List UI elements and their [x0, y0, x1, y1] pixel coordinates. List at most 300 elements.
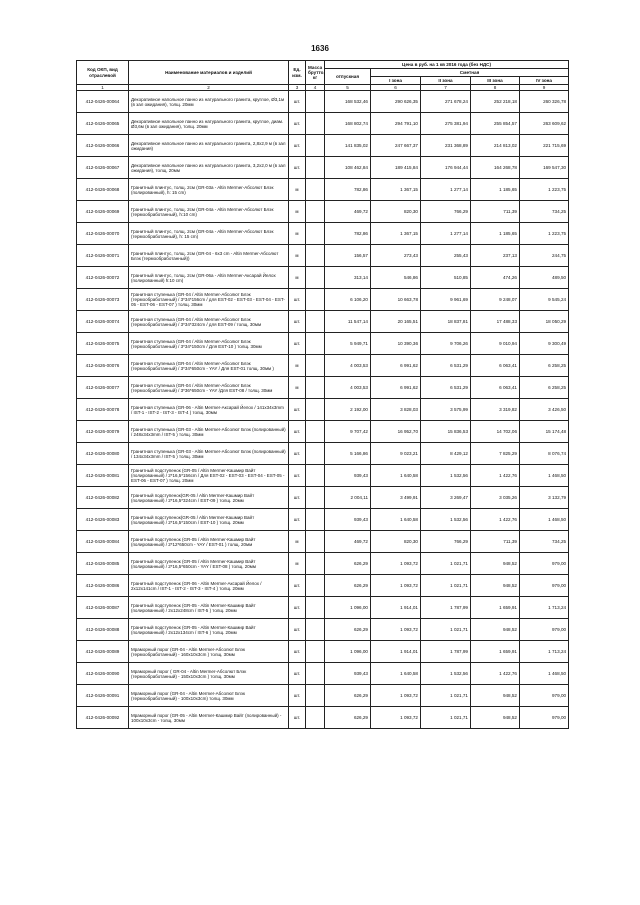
- row-mass: [306, 223, 325, 245]
- row-zone-3-price: 3 035,26: [471, 487, 520, 509]
- row-zone-3-price: 711,39: [471, 201, 520, 223]
- row-zone-2-price: 3 575,99: [421, 399, 471, 421]
- row-zone-1-price: 1 640,58: [371, 663, 421, 685]
- row-zone-4-price: 221 715,69: [520, 135, 569, 157]
- row-release-price: 141 835,02: [325, 135, 371, 157]
- column-index: 1: [77, 85, 129, 91]
- row-mass: [306, 487, 325, 509]
- row-code: 412-0426-00083: [77, 509, 129, 531]
- row-zone-3-price: 164 268,78: [471, 157, 520, 179]
- row-zone-3-price: 1 422,76: [471, 663, 520, 685]
- column-index: 8: [471, 85, 520, 91]
- row-code: 412-0426-00085: [77, 553, 129, 575]
- row-code: 412-0426-00073: [77, 289, 129, 311]
- row-zone-4-price: 489,50: [520, 267, 569, 289]
- row-mass: [306, 289, 325, 311]
- row-unit: шт.: [289, 685, 306, 707]
- row-unit: шт.: [289, 135, 306, 157]
- row-release-price: 11 547,14: [325, 311, 371, 333]
- row-zone-2-price: 510,85: [421, 267, 471, 289]
- row-unit: шт.: [289, 333, 306, 355]
- row-mass: [306, 311, 325, 333]
- table-row: [77, 443, 569, 465]
- row-zone-1-price: 1 914,01: [371, 641, 421, 663]
- row-zone-1-price: 1 093,72: [371, 685, 421, 707]
- row-name: Декоративное напольное панно из натурального гранита, круглое, Ø3,1м (в зал ожидания), толщ. 20мм: [129, 91, 289, 113]
- row-zone-2-price: 8 429,12: [421, 443, 471, 465]
- row-mass: [306, 553, 325, 575]
- row-mass: [306, 575, 325, 597]
- row-code: 412-0426-00089: [77, 641, 129, 663]
- table-row: [77, 531, 569, 553]
- row-zone-3-price: 17 488,33: [471, 311, 520, 333]
- header-zone-2: II зона: [421, 77, 471, 85]
- row-zone-4-price: 9 545,24: [520, 289, 569, 311]
- row-zone-1-price: 294 791,10: [371, 113, 421, 135]
- row-unit: шт.: [289, 509, 306, 531]
- row-mass: [306, 245, 325, 267]
- row-zone-2-price: 1 532,56: [421, 465, 471, 487]
- header-name: Наименование материалов и изделий: [129, 61, 289, 85]
- row-zone-2-price: 176 944,44: [421, 157, 471, 179]
- row-unit: м: [289, 267, 306, 289]
- row-release-price: 469,72: [325, 201, 371, 223]
- row-zone-3-price: 948,52: [471, 707, 520, 729]
- row-name: Гранитный подступенок (GR-05 - Altin Mermer-Кашмир Вайт (полированный) / 2х12х248cm / IST-5 ) толщ. 20мм: [129, 597, 289, 619]
- row-zone-3-price: 948,52: [471, 619, 520, 641]
- table-row: [77, 157, 569, 179]
- header-zone-4: IV зона: [520, 77, 569, 85]
- row-zone-2-price: 766,29: [421, 531, 471, 553]
- page-number: 1636: [311, 44, 329, 53]
- row-zone-4-price: 1 223,75: [520, 179, 569, 201]
- row-unit: м: [289, 377, 306, 399]
- table-row: [77, 223, 569, 245]
- column-index: 6: [371, 85, 421, 91]
- row-zone-4-price: 979,00: [520, 575, 569, 597]
- row-mass: [306, 707, 325, 729]
- row-zone-1-price: 820,30: [371, 531, 421, 553]
- table-row: [77, 355, 569, 377]
- row-zone-1-price: 1 093,72: [371, 553, 421, 575]
- row-name: Гранитная ступенька (GR-04 / Altin Mermer-Абсолют Блэк (термообработанный) / 3*34*150cm / Для EST-10 ) толщ. 30мм: [129, 333, 289, 355]
- row-code: 412-0426-00069: [77, 201, 129, 223]
- row-code: 412-0426-00078: [77, 399, 129, 421]
- header-code: Код ОКП, вид отраслевой: [77, 61, 129, 85]
- row-zone-1-price: 6 991,62: [371, 377, 421, 399]
- row-zone-4-price: 979,00: [520, 685, 569, 707]
- row-zone-2-price: 6 531,29: [421, 355, 471, 377]
- row-zone-3-price: 1 422,76: [471, 465, 520, 487]
- row-zone-1-price: 3 499,91: [371, 487, 421, 509]
- row-name: Гранитный плинтус, толщ. 2см (GR-04a - Altin Mermer-Абсолют Блэк (термообработанный), h:10 cm): [129, 201, 289, 223]
- table-row: [77, 179, 569, 201]
- row-zone-2-price: 9 706,26: [421, 333, 471, 355]
- row-release-price: 1 096,00: [325, 641, 371, 663]
- row-zone-2-price: 1 277,14: [421, 223, 471, 245]
- column-index: 4: [306, 85, 325, 91]
- row-zone-2-price: 275 381,94: [421, 113, 471, 135]
- header-mass: Масса брутто, кг: [306, 61, 325, 85]
- header-zone-3: III зона: [471, 77, 520, 85]
- table-row: [77, 91, 569, 113]
- row-name: Мраморный порог ( GR-04 - Altin Mermer-Абсолют Блэк (термообработанный) - 150х10х3cm ) толщ. 30мм: [129, 663, 289, 685]
- row-mass: [306, 509, 325, 531]
- header-zone-1: I зона: [371, 77, 421, 85]
- row-unit: м: [289, 531, 306, 553]
- row-name: Гранитный плинтус, толщ. 2см (GR-04 - 6х3 cm - Altin Mermer-Абсолют Блэк (термообработанный)): [129, 245, 289, 267]
- row-zone-3-price: 948,52: [471, 575, 520, 597]
- row-release-price: 782,86: [325, 179, 371, 201]
- row-mass: [306, 201, 325, 223]
- row-code: 412-0426-00087: [77, 597, 129, 619]
- table-row: [77, 487, 569, 509]
- row-name: Гранитная ступенька (GR-03 - Altin Mermer-Абсолют Блэк (полированный) / 134х34х3mm / IST-5 ) толщ. 30мм: [129, 443, 289, 465]
- row-unit: шт.: [289, 113, 306, 135]
- row-zone-1-price: 20 165,51: [371, 311, 421, 333]
- row-name: Декоративное напольное панно из натурального гранита, 2,8х2,9 м (в зал ожидания): [129, 135, 289, 157]
- row-zone-4-price: 1 713,24: [520, 597, 569, 619]
- row-mass: [306, 355, 325, 377]
- row-name: Гранитный плинтус, толщ. 2см (GR-03a - Altin Mermer-Абсолют Блэк (полированный), h: 15 cm): [129, 179, 289, 201]
- row-unit: шт.: [289, 289, 306, 311]
- row-zone-1-price: 16 952,70: [371, 421, 421, 443]
- row-zone-3-price: 474,26: [471, 267, 520, 289]
- row-zone-3-price: 214 813,02: [471, 135, 520, 157]
- row-zone-4-price: 18 050,29: [520, 311, 569, 333]
- row-name: Гранитный подступенок (GR-06 - Altin Mermer-Аксарай Йелох / 2х12х141cm / IST-1 - IST-2 - IST-3 - IST-4 ) толщ. 20мм: [129, 575, 289, 597]
- row-unit: шт.: [289, 443, 306, 465]
- row-zone-4-price: 979,00: [520, 553, 569, 575]
- row-zone-4-price: 260 326,78: [520, 91, 569, 113]
- row-code: 412-0426-00065: [77, 113, 129, 135]
- row-zone-3-price: 1 659,91: [471, 597, 520, 619]
- row-release-price: 168 532,46: [325, 91, 371, 113]
- table-row: [77, 509, 569, 531]
- table-row: [77, 421, 569, 443]
- row-zone-2-price: 1 787,99: [421, 641, 471, 663]
- row-mass: [306, 333, 325, 355]
- row-unit: шт.: [289, 619, 306, 641]
- row-release-price: 9 707,42: [325, 421, 371, 443]
- row-release-price: 4 003,53: [325, 377, 371, 399]
- row-zone-2-price: 1 532,56: [421, 509, 471, 531]
- row-release-price: 626,29: [325, 685, 371, 707]
- row-code: 412-0426-00090: [77, 663, 129, 685]
- row-release-price: 782,86: [325, 223, 371, 245]
- row-code: 412-0426-00072: [77, 267, 129, 289]
- row-name: Мраморный порог (GR-04 - Altin Mermer-Абсолют Блэк (термообработанный) - 160х10х3cm ) толщ. 30мм: [129, 641, 289, 663]
- row-code: 412-0426-00092: [77, 707, 129, 729]
- row-zone-2-price: 18 837,81: [421, 311, 471, 333]
- row-zone-2-price: 766,29: [421, 201, 471, 223]
- row-code: 412-0426-00082: [77, 487, 129, 509]
- row-code: 412-0426-00070: [77, 223, 129, 245]
- row-name: Декоративное напольное панно из натурального гранита, круглое, диам. Ø3,6м (в зал ожидания), толщ. 20мм: [129, 113, 289, 135]
- row-zone-2-price: 231 368,89: [421, 135, 471, 157]
- row-mass: [306, 91, 325, 113]
- row-mass: [306, 135, 325, 157]
- table-row: [77, 377, 569, 399]
- row-zone-3-price: 1 659,91: [471, 641, 520, 663]
- row-mass: [306, 399, 325, 421]
- row-zone-4-price: 9 300,49: [520, 333, 569, 355]
- row-zone-2-price: 6 531,29: [421, 377, 471, 399]
- table-row: [77, 135, 569, 157]
- table-row: [77, 553, 569, 575]
- row-mass: [306, 597, 325, 619]
- row-zone-3-price: 1 185,65: [471, 223, 520, 245]
- row-code: 412-0426-00074: [77, 311, 129, 333]
- row-zone-4-price: 1 468,50: [520, 509, 569, 531]
- row-unit: шт.: [289, 465, 306, 487]
- row-code: 412-0426-00077: [77, 377, 129, 399]
- row-zone-2-price: 1 021,71: [421, 575, 471, 597]
- row-unit: м: [289, 355, 306, 377]
- row-mass: [306, 443, 325, 465]
- table-row: [77, 685, 569, 707]
- row-zone-3-price: 711,39: [471, 531, 520, 553]
- row-zone-2-price: 9 961,69: [421, 289, 471, 311]
- row-unit: шт.: [289, 575, 306, 597]
- row-zone-3-price: 9 010,94: [471, 333, 520, 355]
- row-zone-2-price: 1 021,71: [421, 619, 471, 641]
- row-zone-2-price: 1 532,56: [421, 663, 471, 685]
- row-unit: м: [289, 201, 306, 223]
- row-zone-3-price: 6 063,41: [471, 377, 520, 399]
- row-zone-4-price: 1 468,50: [520, 663, 569, 685]
- row-unit: шт.: [289, 663, 306, 685]
- row-zone-3-price: 1 185,65: [471, 179, 520, 201]
- row-zone-2-price: 3 269,47: [421, 487, 471, 509]
- row-code: 412-0426-00075: [77, 333, 129, 355]
- row-unit: шт.: [289, 641, 306, 663]
- price-table: [76, 60, 569, 729]
- row-release-price: 108 462,84: [325, 157, 371, 179]
- row-mass: [306, 157, 325, 179]
- row-name: Гранитный плинтус, толщ. 2см (GR-04a - Altin Mermer-Абсолют Блэк (термообработанный), h: 15 cm): [129, 223, 289, 245]
- row-code: 412-0426-00086: [77, 575, 129, 597]
- row-mass: [306, 685, 325, 707]
- row-zone-4-price: 3 426,50: [520, 399, 569, 421]
- row-zone-4-price: 263 609,62: [520, 113, 569, 135]
- row-zone-1-price: 1 093,72: [371, 575, 421, 597]
- row-zone-3-price: 237,13: [471, 245, 520, 267]
- column-index: 2: [129, 85, 289, 91]
- table-row: [77, 575, 569, 597]
- row-name: Мраморный порог (GR-05 - Altin Mermer-Кашмир Вайт (полированный) - 100х10х3cm - толщ. 30мм: [129, 707, 289, 729]
- row-name: Мраморный порог (GR-04 - Altin Mermer-Абсолют Блэк (термообработанный) - 100х10х3cm) толщ. 30мм: [129, 685, 289, 707]
- row-code: 412-0426-00064: [77, 91, 129, 113]
- row-mass: [306, 421, 325, 443]
- row-release-price: 626,29: [325, 575, 371, 597]
- row-zone-3-price: 948,52: [471, 553, 520, 575]
- row-unit: шт.: [289, 421, 306, 443]
- row-zone-1-price: 247 667,37: [371, 135, 421, 157]
- row-zone-1-price: 1 640,58: [371, 509, 421, 531]
- row-zone-1-price: 10 663,78: [371, 289, 421, 311]
- row-unit: шт.: [289, 487, 306, 509]
- row-zone-3-price: 252 218,18: [471, 91, 520, 113]
- table-row: [77, 113, 569, 135]
- row-mass: [306, 267, 325, 289]
- column-index: 9: [520, 85, 569, 91]
- row-mass: [306, 641, 325, 663]
- table-row: [77, 289, 569, 311]
- row-name: Гранитная ступенька (GR-04 / Altin Mermer-Абсолют Блэк (термообработанный) / 3*34*156cm / для EST-02 - EST-03 - EST-04 - EST-05 - EST-06 - EST-07 ) толщ. 30мм: [129, 289, 289, 311]
- row-zone-1-price: 1 367,15: [371, 179, 421, 201]
- row-code: 412-0426-00079: [77, 421, 129, 443]
- row-zone-4-price: 1 223,75: [520, 223, 569, 245]
- column-index: 3: [289, 85, 306, 91]
- row-zone-4-price: 6 258,25: [520, 377, 569, 399]
- row-name: Гранитная ступенька (GR-03 - Altin Mermer-Абсолют Блэк (полированный) / 248х34х3mm / IST-5 ) толщ. 30мм: [129, 421, 289, 443]
- row-zone-1-price: 1 093,72: [371, 707, 421, 729]
- row-zone-4-price: 1 468,50: [520, 465, 569, 487]
- row-zone-3-price: 7 825,29: [471, 443, 520, 465]
- row-zone-1-price: 290 626,35: [371, 91, 421, 113]
- table-row: [77, 201, 569, 223]
- row-release-price: 2 192,00: [325, 399, 371, 421]
- row-zone-4-price: 244,75: [520, 245, 569, 267]
- row-zone-2-price: 255,43: [421, 245, 471, 267]
- row-zone-4-price: 6 258,25: [520, 355, 569, 377]
- row-release-price: 939,43: [325, 509, 371, 531]
- row-unit: шт.: [289, 157, 306, 179]
- row-code: 412-0426-00068: [77, 179, 129, 201]
- table-row: [77, 245, 569, 267]
- table-row: [77, 663, 569, 685]
- row-zone-4-price: 979,00: [520, 619, 569, 641]
- column-index: 7: [421, 85, 471, 91]
- row-name: Гранитная ступенька (GR-04 / Altin Mermer-Абсолют Блэк (термообработанный) / 3*34*324cm / для EST-09 / толщ. 30мм: [129, 311, 289, 333]
- row-zone-3-price: 948,52: [471, 685, 520, 707]
- table-row: [77, 267, 569, 289]
- row-unit: м: [289, 179, 306, 201]
- row-zone-4-price: 15 174,48: [520, 421, 569, 443]
- row-release-price: 2 004,11: [325, 487, 371, 509]
- row-mass: [306, 377, 325, 399]
- row-zone-1-price: 6 991,62: [371, 355, 421, 377]
- row-mass: [306, 113, 325, 135]
- row-unit: шт.: [289, 311, 306, 333]
- row-mass: [306, 531, 325, 553]
- row-release-price: 5 949,71: [325, 333, 371, 355]
- row-name: Декоративное напольное панно из натурального гранита, 3,2х2,0 м (в зал ожидания), толщ. 20мм: [129, 157, 289, 179]
- row-zone-2-price: 15 836,53: [421, 421, 471, 443]
- row-code: 412-0426-00067: [77, 157, 129, 179]
- row-mass: [306, 179, 325, 201]
- row-name: Гранитный подступенок (GR-05 / Altin Mermer-Кашмир Вайт (полированный) / 2*16,5*650cm - YAY / EST-08 ) толщ. 20мм: [129, 553, 289, 575]
- row-release-price: 4 003,53: [325, 355, 371, 377]
- table-row: [77, 399, 569, 421]
- table-row: [77, 641, 569, 663]
- row-zone-4-price: 1 713,24: [520, 641, 569, 663]
- row-release-price: 156,57: [325, 245, 371, 267]
- row-name: Гранитный подступенок (GR-05 / Altin Mermer-Кашмир Вайт (полированный) / 2*16,5*156cm / Для EST-02 - EST-03 - EST-04 - EST-05 - EST-06 - EST-07 ) толщ. 20мм: [129, 465, 289, 487]
- row-unit: м: [289, 223, 306, 245]
- row-release-price: 1 096,00: [325, 597, 371, 619]
- row-zone-2-price: 1 021,71: [421, 707, 471, 729]
- row-mass: [306, 619, 325, 641]
- row-zone-3-price: 14 702,06: [471, 421, 520, 443]
- row-release-price: 939,43: [325, 663, 371, 685]
- row-code: 412-0426-00084: [77, 531, 129, 553]
- row-code: 412-0426-00076: [77, 355, 129, 377]
- row-release-price: 626,29: [325, 553, 371, 575]
- row-zone-1-price: 1 093,72: [371, 619, 421, 641]
- row-zone-1-price: 3 828,03: [371, 399, 421, 421]
- row-release-price: 469,72: [325, 531, 371, 553]
- row-release-price: 626,29: [325, 707, 371, 729]
- row-zone-2-price: 1 277,14: [421, 179, 471, 201]
- row-name: Гранитный подступенок(GR-05 / Altin Mermer-Кашмир Вайт (полированный) / 2*16,5*324cm / EST-09 ) толщ. 20мм: [129, 487, 289, 509]
- row-name: Гранитный подступенок(GR-05 / Altin Mermer-Кашмир Вайт (полированный) / 2*16,5*150cm / EST-10 ) толщ. 20мм: [129, 509, 289, 531]
- row-zone-1-price: 1 914,01: [371, 597, 421, 619]
- row-unit: м: [289, 553, 306, 575]
- row-zone-4-price: 169 547,30: [520, 157, 569, 179]
- row-unit: шт.: [289, 597, 306, 619]
- row-zone-3-price: 1 422,76: [471, 509, 520, 531]
- header-estimate: Сметная: [371, 69, 569, 77]
- table-row: [77, 311, 569, 333]
- row-code: 412-0426-00080: [77, 443, 129, 465]
- row-code: 412-0426-00066: [77, 135, 129, 157]
- row-unit: шт.: [289, 399, 306, 421]
- row-unit: шт.: [289, 91, 306, 113]
- row-zone-3-price: 9 248,07: [471, 289, 520, 311]
- row-name: Гранитный плинтус, толщ. 2см (GR-06a - Altin Mermer-Аксарай Йелох (полированный) h:10 cm): [129, 267, 289, 289]
- row-zone-1-price: 1 640,58: [371, 465, 421, 487]
- table-row: [77, 465, 569, 487]
- row-zone-3-price: 255 854,57: [471, 113, 520, 135]
- row-release-price: 168 802,74: [325, 113, 371, 135]
- row-zone-4-price: 8 076,74: [520, 443, 569, 465]
- row-zone-1-price: 1 367,15: [371, 223, 421, 245]
- row-unit: м: [289, 245, 306, 267]
- row-zone-3-price: 3 319,82: [471, 399, 520, 421]
- row-code: 412-0426-00091: [77, 685, 129, 707]
- row-name: Гранитный подступенок (GR-05 - Altin Mermer-Кашмир Вайт (полированный) / 2х12х134cm / IST-6 ) толщ. 20мм: [129, 619, 289, 641]
- row-code: 412-0426-00071: [77, 245, 129, 267]
- row-name: Гранитная ступенька (GR-06 - Altin Mermer-Аксарай Йелох / 141х34х3mm / IST-1 - IST-2 - IST-3 - IST-4 ) толщ. 30мм: [129, 399, 289, 421]
- row-zone-4-price: 734,25: [520, 201, 569, 223]
- row-zone-2-price: 1 021,71: [421, 553, 471, 575]
- row-zone-4-price: 734,25: [520, 531, 569, 553]
- header-price-group: Цена в руб. на 1 кв 2016 года (без НДС): [325, 61, 569, 69]
- row-release-price: 313,14: [325, 267, 371, 289]
- table-row: [77, 333, 569, 355]
- row-release-price: 939,43: [325, 465, 371, 487]
- row-zone-2-price: 1 787,99: [421, 597, 471, 619]
- row-zone-4-price: 979,00: [520, 707, 569, 729]
- row-release-price: 5 166,86: [325, 443, 371, 465]
- row-release-price: 626,29: [325, 619, 371, 641]
- row-zone-3-price: 6 063,41: [471, 355, 520, 377]
- row-zone-1-price: 189 415,84: [371, 157, 421, 179]
- row-code: 412-0426-00081: [77, 465, 129, 487]
- row-zone-4-price: 3 132,79: [520, 487, 569, 509]
- row-release-price: 6 106,20: [325, 289, 371, 311]
- row-zone-1-price: 9 023,21: [371, 443, 421, 465]
- row-zone-1-price: 820,30: [371, 201, 421, 223]
- row-name: Гранитная ступенька (GR-04 / Altin Mermer-Абсолют Блэк (термообработанный) / 3*34*650cm - YAY / Для EST-01 толщ. 30мм ): [129, 355, 289, 377]
- row-zone-1-price: 546,86: [371, 267, 421, 289]
- table-body: [77, 91, 569, 729]
- header-release: отпускная: [325, 69, 371, 85]
- row-mass: [306, 465, 325, 487]
- table-row: [77, 707, 569, 729]
